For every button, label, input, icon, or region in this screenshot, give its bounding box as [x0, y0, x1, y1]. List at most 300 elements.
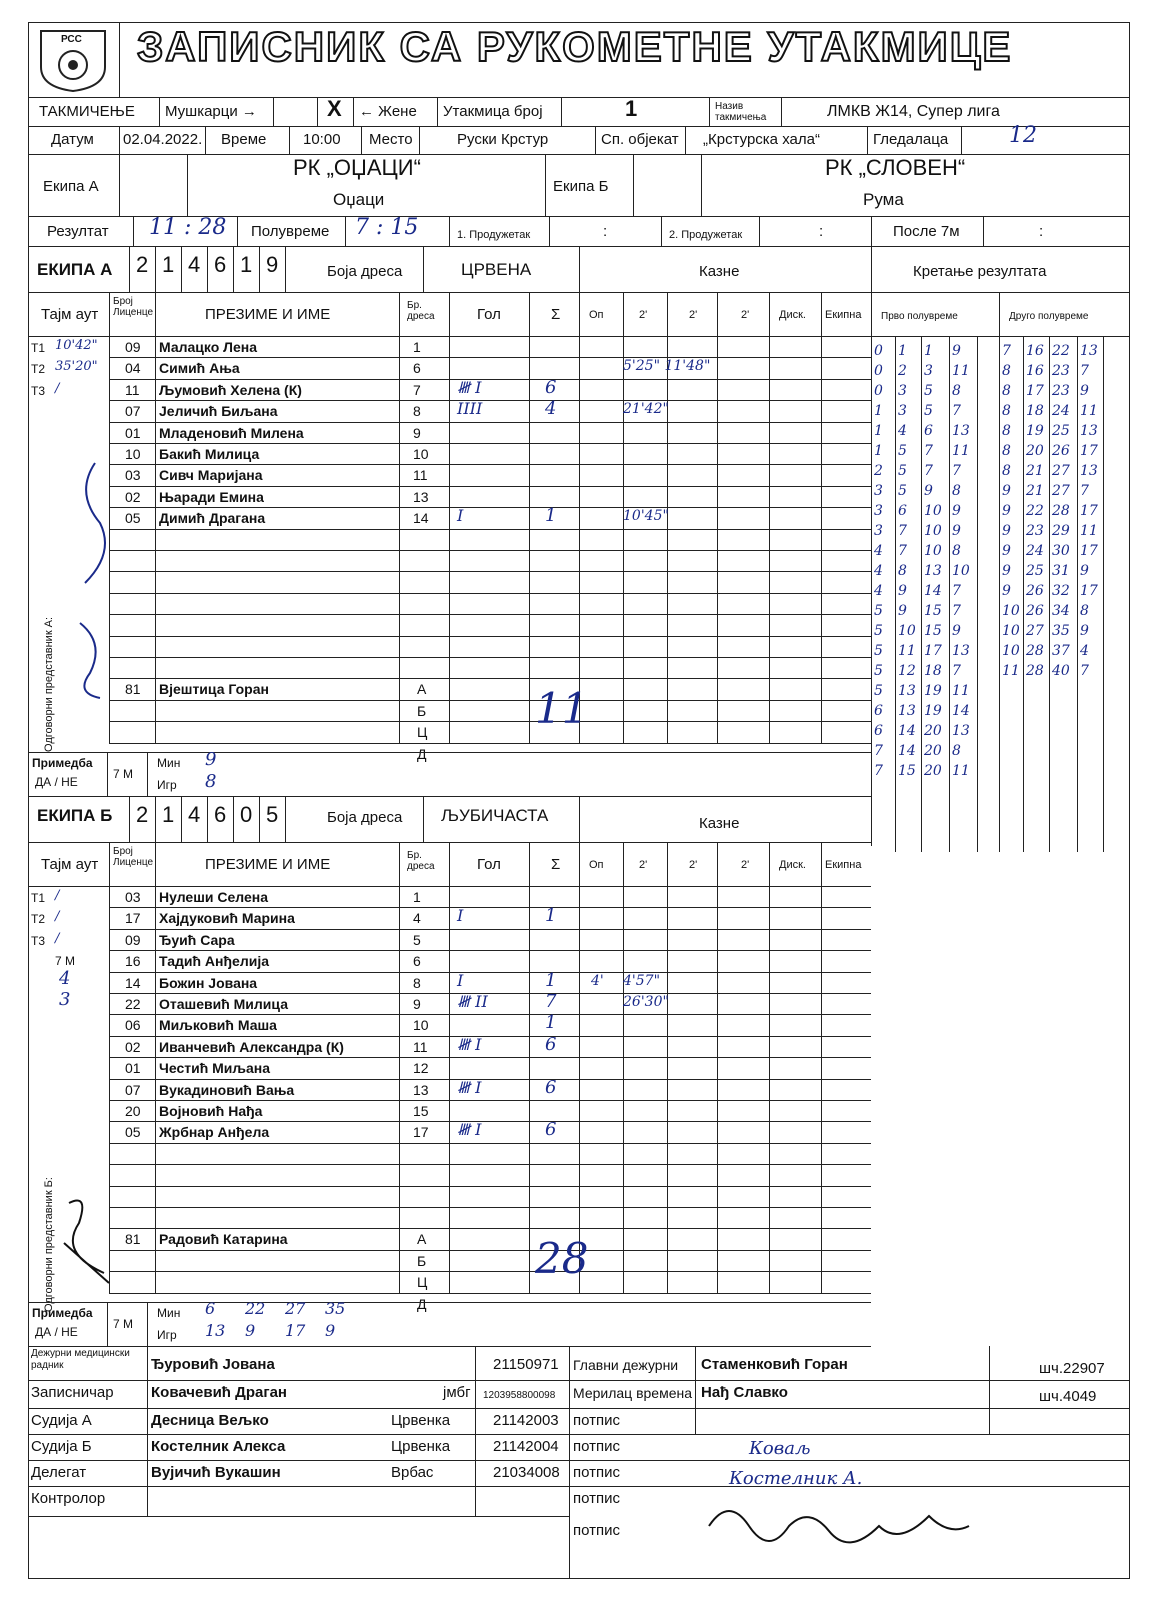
progress-first-cell: 11: [952, 683, 970, 699]
player-licence: 09: [125, 339, 141, 355]
progress-first-cell: 19: [924, 683, 942, 699]
team-a-name: РК „ОЏАЦИ“: [293, 155, 421, 180]
team-a-jersey-label: Боја дреса: [327, 263, 403, 280]
col-header-shirt: Бр. дреса: [407, 300, 435, 322]
progress-first-cell: 8: [952, 383, 961, 399]
player-goal-sum: 6: [545, 1119, 557, 1141]
progress-second-cell: 25: [1026, 563, 1044, 579]
score-progress: [871, 292, 1129, 852]
player-licence: 16: [125, 953, 141, 970]
delegate-signature: [689, 1486, 989, 1566]
progress-first-cell: 8: [952, 543, 961, 559]
progress-second-cell: 24: [1026, 543, 1044, 559]
player-penalty: 21'42": [623, 401, 669, 418]
timeout-label: T1: [31, 891, 46, 905]
progress-first-cell: 15: [924, 623, 942, 639]
officials-block: [29, 1346, 1129, 1578]
footer-extra: Црвенка: [391, 1412, 451, 1429]
player-name: Симић Ања: [159, 360, 240, 377]
ot2-label: 2. Продужетак: [669, 229, 743, 241]
progress-second-cell: 35: [1052, 623, 1070, 639]
footer-id: 21034008: [493, 1464, 560, 1481]
player-licence: 02: [125, 488, 141, 505]
col-header-goal: Гол: [477, 306, 501, 323]
progress-first-cell: 9: [898, 583, 907, 599]
player-penalty: 5'25" 11'48": [623, 358, 711, 375]
progress-second-cell: 10: [1002, 623, 1020, 639]
col-header-warn: Оп: [589, 309, 604, 321]
progress-first-cell: 7: [924, 443, 933, 459]
progress-second-cell: 10: [1002, 643, 1020, 659]
player-name: Божин Јована: [159, 974, 258, 991]
player-name: Жрбнар Анђела: [159, 1124, 270, 1141]
team-a-yes-no: ДА / НЕ: [35, 775, 78, 789]
progress-first-cell: 1: [924, 343, 933, 359]
player-goal-sum: 1: [545, 505, 557, 527]
player-name: Војновић Нађа: [159, 1103, 263, 1119]
progress-first-cell: 10: [898, 623, 916, 639]
player-licence: 03: [125, 467, 141, 484]
col-header-team: Екипна: [825, 859, 862, 871]
footer-label: Контролор: [31, 1490, 106, 1507]
progress-first-cell: 6: [874, 703, 883, 719]
player-shirt: 15: [413, 1103, 429, 1119]
progress-second-cell: 8: [1002, 363, 1011, 379]
player-licence: 01: [125, 424, 141, 441]
player-name: Димић Драгана: [159, 510, 266, 527]
progress-second-cell: 9: [1080, 563, 1089, 579]
progress-second-cell: 8: [1002, 423, 1011, 439]
player-licence: 14: [125, 974, 141, 991]
player-name: Љумовић Хелена (К): [159, 381, 302, 398]
half-value: 7 : 15: [355, 215, 419, 240]
progress-second-cell: 13: [1080, 343, 1098, 359]
player-goal-sum: 4: [545, 398, 557, 420]
team-code-digit: 5: [266, 802, 279, 827]
player-shirt: 5: [413, 931, 421, 948]
team-b-igr-value: 9: [325, 1321, 336, 1340]
progress-second-cell: 28: [1026, 643, 1044, 659]
footer-label: Записничар: [31, 1384, 114, 1401]
progress-first-cell: 18: [924, 663, 942, 679]
progress-first-cell: 11: [898, 643, 916, 659]
progress-second-cell: 27: [1052, 483, 1070, 499]
competition-name-label: Назив такмичења: [715, 101, 767, 123]
progress-first-cell: 7: [952, 663, 961, 679]
col-header-warn: Оп: [589, 859, 604, 871]
progress-second-cell: 22: [1026, 503, 1044, 519]
progress-second-cell: 8: [1002, 443, 1011, 459]
player-licence: 02: [125, 1038, 141, 1055]
player-shirt: 17: [413, 1124, 429, 1141]
progress-first-cell: 9: [898, 603, 907, 619]
team-b-jersey-label: Боја дреса: [327, 809, 403, 826]
progress-first-cell: 5: [924, 383, 933, 399]
player-goals-tally: I: [457, 906, 464, 926]
player-goals-tally: 𝍸 II: [457, 992, 488, 1011]
progress-first-cell: 14: [898, 723, 916, 739]
player-shirt: 6: [413, 953, 421, 970]
player-shirt: 8: [413, 974, 421, 991]
timeout-value: 10'42": [55, 338, 98, 353]
progress-second-cell: 7: [1002, 343, 1011, 359]
progress-first-cell: 3: [874, 523, 883, 539]
footer-name: Костелник Алекса: [151, 1438, 286, 1455]
footer-right-no: шч.22907: [1039, 1360, 1105, 1377]
progress-second-cell: 22: [1052, 343, 1070, 359]
player-goal-sum: 1: [545, 1012, 557, 1034]
player-name: Малацко Лена: [159, 339, 258, 355]
col-header-licence: Број Лиценце: [113, 296, 154, 318]
col-header-p1: 2': [639, 309, 648, 321]
player-goal-sum: 6: [545, 1076, 557, 1098]
progress-second-cell: 11: [1080, 523, 1098, 539]
timeout-value: /: [55, 888, 60, 903]
player-licence: 07: [125, 403, 141, 420]
official-letter: А: [417, 681, 427, 698]
player-licence: 22: [125, 996, 141, 1012]
progress-second-cell: 29: [1052, 523, 1070, 539]
women-label: ← Жене: [359, 103, 417, 120]
progress-first-cell: 4: [898, 423, 907, 439]
player-name: Иванчевић Александра (К): [159, 1038, 344, 1055]
match-number: 1: [625, 96, 638, 121]
player-licence: 09: [125, 931, 141, 948]
first-half-label: Прво полувреме: [881, 311, 958, 322]
progress-first-cell: 6: [898, 503, 907, 519]
team-a-city: Оџаци: [333, 190, 385, 209]
team-code-digit: 4: [188, 252, 201, 277]
progress-second-cell: 8: [1002, 403, 1011, 419]
progress-first-cell: 14: [952, 703, 970, 719]
player-shirt: 11: [413, 1038, 428, 1055]
col-header-sum: Σ: [551, 856, 561, 873]
progress-second-cell: 9: [1002, 503, 1011, 519]
progress-first-cell: 10: [952, 563, 970, 579]
progress-first-cell: 6: [874, 723, 883, 739]
player-name: Јеличић Биљана: [159, 403, 278, 420]
result-label: Резултат: [47, 223, 109, 240]
progress-first-cell: 1: [874, 403, 883, 419]
progress-first-cell: 5: [898, 443, 907, 459]
progress-first-cell: 11: [952, 763, 970, 779]
progress-first-cell: 13: [898, 703, 916, 719]
official-letter: Б: [417, 702, 427, 719]
official-letter: Ц: [417, 724, 428, 741]
timeout-label: T3: [31, 933, 46, 948]
team-b-yes-no: ДА / НЕ: [35, 1325, 78, 1339]
progress-second-cell: 40: [1052, 663, 1070, 679]
progress-second-cell: 9: [1002, 543, 1011, 559]
progress-first-cell: 7: [952, 403, 961, 419]
player-penalty: 4'57": [623, 972, 661, 989]
progress-second-cell: 7: [1080, 363, 1089, 379]
page-title: ЗАПИСНИК СА РУКОМЕТНЕ УТАКМИЦЕ: [137, 23, 1013, 70]
progress-second-cell: 17: [1080, 583, 1098, 599]
player-shirt: 4: [413, 910, 421, 927]
progress-first-cell: 4: [874, 583, 883, 599]
progress-second-cell: 25: [1052, 423, 1070, 439]
player-shirt: 14: [413, 510, 429, 527]
player-licence: 20: [125, 1103, 141, 1119]
player-shirt: 12: [413, 1060, 429, 1077]
progress-first-cell: 5: [874, 603, 883, 619]
progress-first-cell: 5: [874, 623, 883, 639]
col-header-p3: 2': [741, 859, 750, 871]
men-label: Мушкарци →: [165, 103, 257, 120]
team-b-rep-signature: [49, 1183, 119, 1293]
progress-second-cell: 23: [1052, 383, 1070, 399]
col-header-disq: Диск.: [779, 309, 806, 321]
team-a-min-label: Мин: [157, 756, 181, 770]
venue-value: „Крстурска хала“: [703, 131, 820, 148]
footer-id: 21142003: [493, 1412, 559, 1429]
team-a-penalties-label: Казне: [699, 263, 740, 280]
progress-first-cell: 3: [898, 383, 907, 399]
progress-first-cell: 11: [952, 363, 970, 379]
progress-first-cell: 1: [898, 343, 907, 359]
progress-first-cell: 9: [924, 483, 933, 499]
player-goals-tally: I: [457, 970, 464, 990]
player-shirt: 1: [413, 889, 421, 905]
team-b-min-value: 27: [285, 1299, 306, 1318]
team-a-rep-signature: [55, 453, 125, 703]
player-goal-sum: 1: [545, 905, 557, 927]
progress-first-cell: 8: [952, 743, 961, 759]
team-code-digit: 6: [214, 252, 227, 277]
progress-first-cell: 13: [952, 423, 970, 439]
team-b-min-value: 6: [205, 1299, 216, 1318]
player-name: Бакић Милица: [159, 446, 260, 462]
team-code-digit: 2: [136, 802, 149, 827]
place-label: Место: [369, 131, 413, 148]
timeout-label: T3: [31, 383, 46, 398]
progress-second-cell: 28: [1052, 503, 1070, 519]
date-label: Датум: [51, 131, 94, 148]
player-licence: 11: [125, 381, 140, 398]
progress-first-cell: 17: [924, 643, 942, 659]
progress-second-cell: 37: [1052, 643, 1070, 659]
spectators-value: 12: [1009, 123, 1037, 148]
player-shirt: 13: [413, 1081, 429, 1098]
progress-second-cell: 28: [1026, 663, 1044, 679]
progress-second-cell: 24: [1052, 403, 1070, 419]
progress-first-cell: 13: [952, 723, 970, 739]
progress-first-cell: 10: [924, 543, 942, 559]
progress-first-cell: 9: [952, 343, 961, 359]
col-header-p2: 2': [689, 309, 698, 321]
team-b-section-label: ЕКИПА Б: [37, 806, 113, 825]
seven-m-value: 3: [59, 989, 71, 1010]
player-name: Нулеши Селена: [159, 889, 269, 905]
time-value: 10:00: [303, 131, 341, 148]
progress-second-cell: 11: [1080, 403, 1098, 419]
team-a-min-value: 9: [205, 749, 217, 770]
player-goals-tally: 𝍸 I: [457, 1077, 482, 1097]
player-shirt: 11: [413, 467, 428, 484]
progress-first-cell: 3: [924, 363, 933, 379]
progress-second-cell: 8: [1002, 383, 1011, 399]
progress-first-cell: 14: [924, 583, 942, 599]
team-total-goals: 28: [535, 1234, 589, 1284]
footer-extra: Врбас: [391, 1464, 434, 1481]
player-shirt: 9: [413, 996, 421, 1012]
official-letter: Д: [417, 1295, 427, 1312]
progress-second-cell: 7: [1080, 663, 1089, 679]
footer-id: 21150971: [493, 1356, 559, 1373]
timeout-label: T2: [31, 362, 46, 377]
team-code-digit: 6: [214, 802, 227, 827]
logo-text: РСС: [61, 34, 82, 45]
player-licence: 06: [125, 1017, 141, 1034]
player-name: Честић Миљана: [159, 1060, 270, 1077]
player-shirt: 1: [413, 339, 421, 355]
progress-second-cell: 18: [1026, 403, 1044, 419]
player-name: Њаради Емина: [159, 488, 264, 505]
progress-second-cell: 7: [1080, 483, 1089, 499]
progress-second-cell: 13: [1080, 463, 1098, 479]
progress-first-cell: 8: [952, 483, 961, 499]
timeout-value: /: [55, 380, 60, 396]
team-b-name: РК „СЛОВЕН“: [825, 155, 966, 180]
team-a-table: [29, 292, 871, 762]
progress-second-cell: 11: [1002, 663, 1020, 679]
progress-first-cell: 5: [924, 403, 933, 419]
player-shirt: 6: [413, 360, 421, 377]
progress-second-cell: 34: [1052, 603, 1070, 619]
progress-second-cell: 31: [1052, 563, 1070, 579]
progress-first-cell: 14: [898, 743, 916, 759]
progress-first-cell: 20: [924, 763, 942, 779]
progress-second-cell: 17: [1026, 383, 1044, 399]
progress-first-cell: 5: [874, 683, 883, 699]
team-b-penalties-label: Казне: [699, 815, 740, 832]
team-b-label: Екипа Б: [553, 178, 609, 195]
progress-first-cell: 13: [898, 683, 916, 699]
result-value: 11 : 28: [149, 215, 227, 240]
player-licence: 01: [125, 1060, 141, 1077]
footer-id: 1203958800098: [483, 1390, 556, 1401]
col-header-timeout: Тајм аут: [41, 856, 99, 873]
progress-first-cell: 5: [874, 663, 883, 679]
time-label: Време: [221, 131, 267, 148]
progress-second-cell: 9: [1002, 563, 1011, 579]
player-licence: 03: [125, 889, 141, 905]
progress-second-cell: 9: [1002, 583, 1011, 599]
progress-first-cell: 9: [952, 623, 961, 639]
timeout-label: T1: [31, 341, 46, 355]
progress-first-cell: 1: [874, 443, 883, 459]
player-goal-sum: 7: [545, 991, 557, 1012]
team-b-note-label: Примедба: [32, 1306, 93, 1320]
team-a-note-label: Примедба: [32, 756, 93, 770]
progress-second-cell: 17: [1080, 543, 1098, 559]
progress-second-cell: 27: [1026, 623, 1044, 639]
progress-first-cell: 7: [874, 743, 883, 759]
player-shirt: 10: [413, 446, 429, 462]
team-code-digit: 1: [240, 252, 253, 277]
col-header-disq: Диск.: [779, 859, 806, 871]
place-value: Руски Крстур: [457, 131, 549, 148]
ot1-label: 1. Продужетак: [457, 229, 531, 241]
footer-label: Судија Б: [31, 1438, 92, 1455]
ot2-value: :: [819, 223, 824, 240]
player-goals-tally: 𝍸 I: [457, 1034, 482, 1054]
progress-second-cell: 23: [1052, 363, 1070, 379]
signature-a: Коваљ: [749, 1438, 811, 1459]
progress-second-cell: 9: [1080, 383, 1089, 399]
ot1-value: :: [603, 223, 608, 240]
team-a-section-label: ЕКИПА А: [37, 260, 113, 279]
player-name: Хајдуковић Марина: [159, 910, 295, 927]
player-warning: 4': [591, 972, 604, 989]
signature-b: Костелник А.: [729, 1468, 863, 1489]
progress-first-cell: 10: [924, 523, 942, 539]
progress-first-cell: 5: [898, 463, 907, 479]
col-header-sum: Σ: [551, 306, 561, 323]
progress-first-cell: 11: [952, 443, 970, 459]
progress-second-cell: 8: [1080, 603, 1089, 619]
player-name: Оташевић Милица: [159, 996, 288, 1012]
progress-second-cell: 26: [1052, 443, 1070, 459]
player-licence: 04: [125, 360, 141, 377]
timeout-value: 35'20": [55, 359, 98, 375]
progress-first-cell: 7: [874, 763, 883, 779]
team-b-jersey: ЉУБИЧАСТА: [441, 806, 549, 825]
score-sheet: [28, 22, 1130, 1579]
progress-second-cell: 16: [1026, 343, 1044, 359]
footer-right-label: потпис: [573, 1438, 621, 1455]
player-shirt: 8: [413, 403, 421, 420]
player-name: Сивч Маријана: [159, 467, 263, 484]
progress-first-cell: 19: [924, 703, 942, 719]
col-header-team: Екипна: [825, 309, 862, 321]
col-header-goal: Гол: [477, 856, 501, 873]
progress-first-cell: 0: [874, 383, 883, 399]
team-code-digit: 4: [188, 802, 201, 827]
progress-second-cell: 21: [1026, 483, 1044, 499]
team-code-digit: 1: [162, 252, 175, 277]
player-goals-tally: 𝍸 I: [457, 1120, 482, 1140]
player-licence: 10: [125, 446, 141, 462]
footer-right-label: Мерилац времена: [573, 1385, 693, 1401]
team-b-rep-label: Одговорни представник Б:: [43, 1177, 55, 1312]
progress-second-cell: 17: [1080, 443, 1098, 459]
progress-first-cell: 1: [874, 423, 883, 439]
footer-id: 21142004: [493, 1438, 559, 1455]
federation-logo: [33, 27, 113, 93]
team-code-digit: 0: [240, 802, 253, 827]
progress-first-cell: 3: [874, 483, 883, 499]
team-a-label: Екипа А: [43, 178, 99, 195]
team-a-jersey: ЦРВЕНА: [461, 260, 532, 279]
footer-right-name: Стаменковић Горан: [701, 1356, 848, 1373]
progress-second-cell: 17: [1080, 503, 1098, 519]
player-licence: 17: [125, 910, 141, 927]
competition-label: ТАКМИЧЕЊЕ: [39, 103, 135, 120]
footer-name: Ђуровић Јована: [151, 1356, 275, 1373]
venue-label: Сп. објекат: [601, 131, 679, 148]
official-letter: Б: [417, 1252, 427, 1269]
progress-first-cell: 5: [898, 483, 907, 499]
timeout-label: T2: [31, 912, 46, 927]
footer-right-label: Главни дежурни: [573, 1357, 679, 1373]
progress-second-cell: 19: [1026, 423, 1044, 439]
progress-first-cell: 4: [874, 563, 883, 579]
team-code-digit: 2: [136, 252, 149, 277]
competition-name: ЛМКВ Ж14, Супер лига: [827, 103, 1000, 120]
player-goals-tally: 𝍸 I: [457, 377, 482, 397]
